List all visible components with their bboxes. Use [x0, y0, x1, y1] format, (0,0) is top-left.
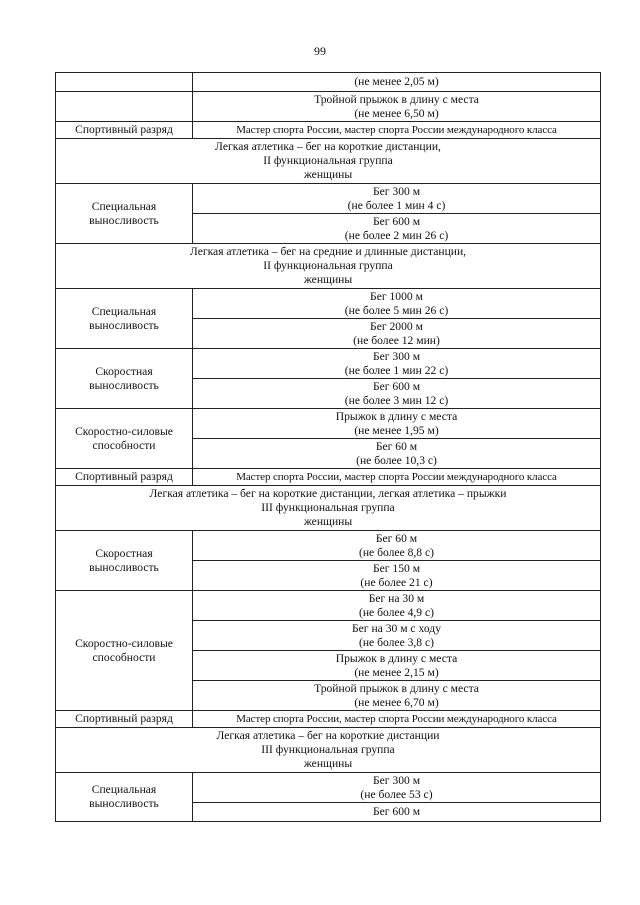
quality-label-line: Скоростная	[95, 364, 153, 378]
test-standard	[193, 651, 601, 681]
section-header-line: II функциональная группа	[263, 259, 393, 272]
sport-rank-text: Мастер спорта России, мастер спорта России международного класса	[236, 124, 557, 136]
quality-label-line: Специальная	[91, 783, 157, 796]
sport-rank-row	[56, 711, 601, 728]
test-standard	[193, 439, 601, 469]
test-standard-line: (не менее 6,50 м)	[354, 106, 439, 120]
test-standard-line: Бег 2000 м	[370, 319, 423, 333]
sport-rank-label	[56, 469, 193, 486]
quality-label-line: Спортивный разряд	[75, 123, 173, 136]
sport-rank-row	[56, 122, 601, 139]
test-standard	[193, 289, 601, 319]
test-row	[56, 349, 601, 379]
quality-label-line: выносливость	[89, 213, 159, 227]
test-row	[56, 289, 601, 319]
section-header-line: III функциональная группа	[261, 501, 395, 514]
quality-label	[56, 349, 193, 409]
test-standard-line: Бег 1000 м	[370, 289, 423, 303]
page-number: 99	[314, 44, 326, 58]
quality-label-line: выносливость	[89, 560, 159, 574]
sport-rank-text: Мастер спорта России, мастер спорта России международного класса	[236, 471, 557, 483]
quality-label-line: Спортивный разряд	[75, 712, 173, 725]
test-standard	[193, 591, 601, 621]
test-standard	[193, 349, 601, 379]
test-standard	[193, 409, 601, 439]
quality-label	[56, 773, 193, 822]
quality-label-line: Скоростная	[95, 546, 153, 560]
quality-label-line: способности	[92, 438, 156, 452]
section-header-line: III функциональная группа	[261, 743, 395, 756]
section-header-line: Легкая атлетика – бег на средние и длинные дистанции,	[189, 245, 467, 258]
test-standard-line: Бег 600 м	[372, 214, 421, 228]
section-header-line: женщины	[303, 168, 353, 181]
test-standard-line: (не менее 2,05 м)	[354, 75, 439, 88]
quality-label-line: выносливость	[89, 318, 159, 332]
quality-label	[56, 531, 193, 591]
sport-rank-value	[193, 122, 601, 139]
test-standard-line: Прыжок в длину с места	[335, 651, 458, 665]
quality-label-line: Специальная	[91, 304, 157, 318]
test-standard-line: (не более 53 с)	[360, 787, 433, 801]
test-standard-line: (не более 3 мин 12 с)	[344, 393, 449, 407]
test-standard-line: Бег 300 м	[372, 349, 421, 363]
test-standard-line: Бег 300 м	[372, 773, 421, 787]
quality-label-line: выносливость	[89, 797, 159, 810]
quality-label-line: Спортивный разряд	[75, 470, 173, 483]
test-standard	[193, 379, 601, 409]
sport-rank-label	[56, 122, 193, 139]
section-header-line: женщины	[303, 515, 353, 528]
test-standard-line: Бег 300 м	[372, 184, 421, 198]
test-standard	[193, 681, 601, 711]
section-header	[56, 486, 601, 531]
quality-label	[56, 591, 193, 711]
test-standard	[193, 561, 601, 591]
section-header-line: Легкая атлетика – бег на короткие дистанции,	[215, 140, 441, 153]
section-header-line: II функциональная группа	[263, 154, 393, 167]
test-standard-line: (не более 8,8 с)	[358, 545, 435, 559]
section-header-line: женщины	[303, 273, 353, 286]
test-row	[56, 184, 601, 214]
quality-label	[56, 289, 193, 349]
section-header-row	[56, 486, 601, 531]
section-header	[56, 728, 601, 773]
test-standard	[193, 92, 601, 122]
test-standard-line: Бег 600 м	[372, 379, 421, 393]
test-standard-line: (не более 2 мин 26 с)	[344, 228, 449, 242]
test-standard-line: Тройной прыжок в длину с места	[314, 92, 479, 106]
test-row	[56, 409, 601, 439]
test-standard	[193, 621, 601, 651]
test-standard-line: (не более 3,8 с)	[358, 635, 435, 649]
quality-label-line: Специальная	[91, 199, 157, 213]
test-standard-line: (не более 5 мин 26 с)	[344, 303, 449, 317]
test-standard-line: Бег на 30 м с ходу	[352, 621, 441, 635]
sport-rank-label	[56, 711, 193, 728]
test-standard-line: (не менее 6,70 м)	[354, 695, 439, 709]
test-standard-line: Бег 60 м	[375, 439, 418, 453]
quality-label-line: Скоростно-силовые	[75, 636, 173, 650]
test-standard	[193, 773, 601, 803]
test-standard-line: (не более 1 мин 22 с)	[344, 363, 449, 377]
section-header-row	[56, 244, 601, 289]
standards-table	[55, 72, 601, 822]
sport-rank-value	[193, 711, 601, 728]
sport-rank-text: Мастер спорта России, мастер спорта России международного класса	[236, 713, 557, 725]
quality-label	[56, 92, 193, 122]
section-header-line: женщины	[303, 757, 353, 770]
test-standard-line: (не более 1 мин 4 с)	[347, 198, 446, 212]
test-row	[56, 591, 601, 621]
quality-label-line: Скоростно-силовые	[75, 424, 173, 438]
test-standard-line: Бег 60 м	[375, 531, 418, 545]
quality-label	[56, 184, 193, 244]
section-header	[56, 244, 601, 289]
test-standard	[193, 214, 601, 244]
test-standard	[193, 184, 601, 214]
test-standard-line: (не менее 2,15 м)	[354, 665, 439, 679]
section-header-row	[56, 139, 601, 184]
test-row	[56, 773, 601, 803]
test-standard	[193, 803, 601, 822]
test-standard-line: (не более 10,3 с)	[356, 453, 437, 467]
test-standard-line: (не более 4,9 с)	[358, 605, 435, 619]
test-standard-line: Бег на 30 м	[368, 591, 425, 605]
quality-label-line: выносливость	[89, 378, 159, 392]
test-standard	[193, 73, 601, 92]
quality-label-line: способности	[92, 650, 156, 664]
test-standard-line: Бег 150 м	[372, 561, 421, 575]
test-row	[56, 73, 601, 92]
test-standard-line: Бег 600 м	[372, 805, 421, 818]
section-header-row	[56, 728, 601, 773]
quality-label	[56, 73, 193, 92]
section-header-line: Легкая атлетика – бег на короткие дистанции	[216, 729, 440, 742]
test-standard-line: Тройной прыжок в длину с места	[314, 681, 479, 695]
sport-rank-row	[56, 469, 601, 486]
test-row	[56, 531, 601, 561]
test-standard	[193, 319, 601, 349]
quality-label	[56, 409, 193, 469]
sport-rank-value	[193, 469, 601, 486]
test-standard-line: (не менее 1,95 м)	[354, 423, 439, 437]
test-standard	[193, 531, 601, 561]
section-header-line: Легкая атлетика – бег на короткие дистанции, легкая атлетика – прыжки	[149, 487, 507, 500]
test-standard-line: (не более 12 мин)	[353, 333, 440, 347]
test-standard-line: (не более 21 с)	[360, 575, 433, 589]
test-standard-line: Прыжок в длину с места	[335, 409, 458, 423]
test-row	[56, 92, 601, 122]
section-header	[56, 139, 601, 184]
